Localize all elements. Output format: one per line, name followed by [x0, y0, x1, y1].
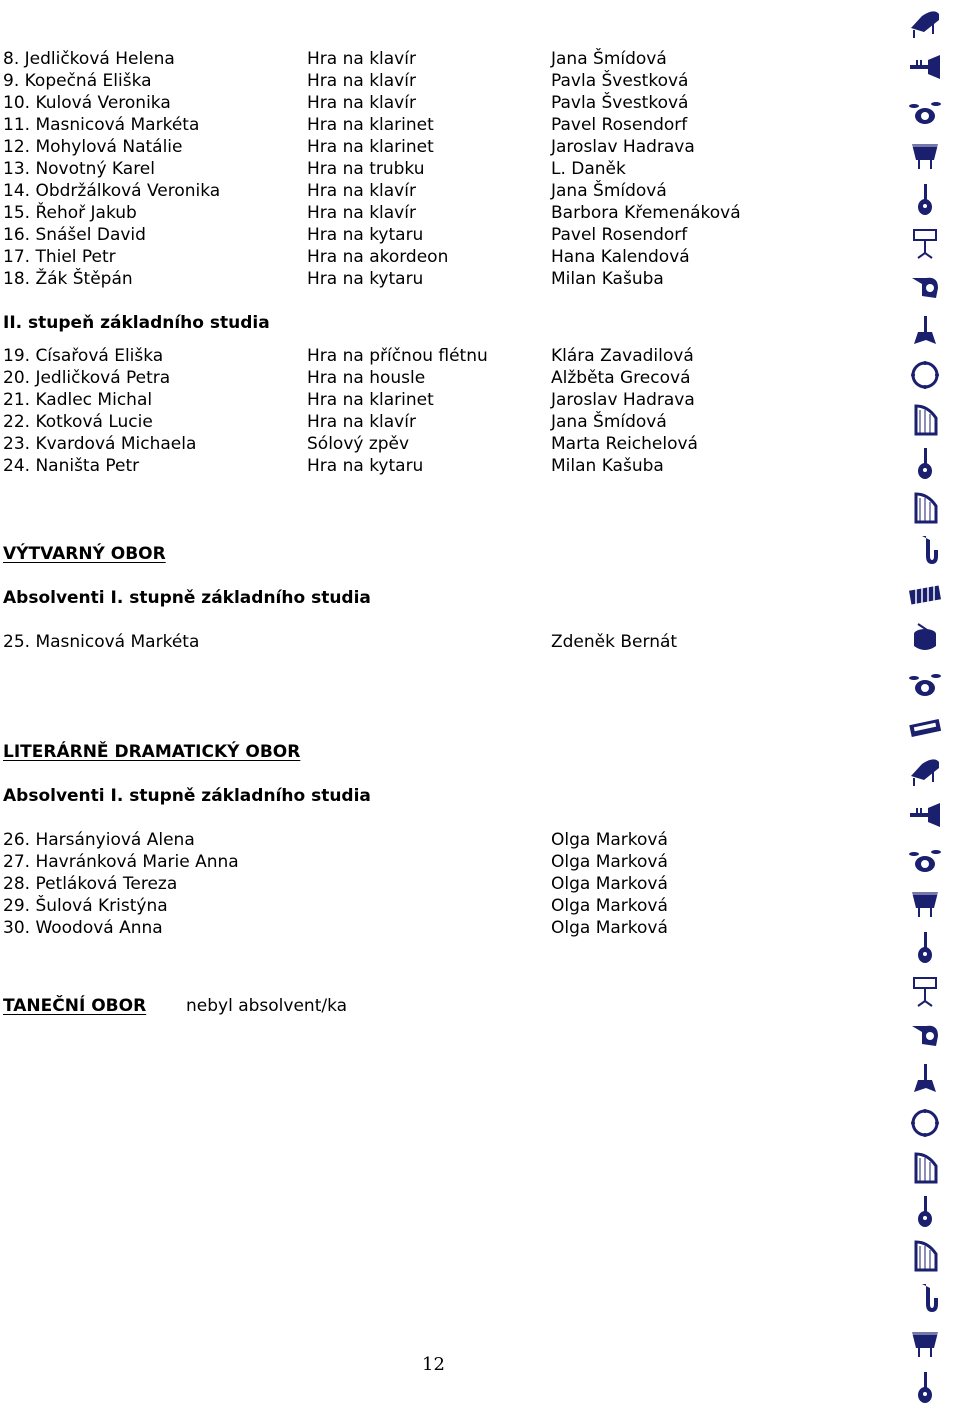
- drum-icon: [908, 622, 942, 656]
- trumpet-icon: [908, 798, 942, 832]
- student-name: 8. Jedličková Helena: [3, 49, 175, 69]
- student-instrument: Hra na kytaru: [307, 456, 424, 476]
- second-stage-heading: II. stupeň základního studia: [3, 313, 270, 333]
- student-name: 17. Thiel Petr: [3, 247, 116, 267]
- student-name: 27. Havránková Marie Anna: [3, 852, 239, 872]
- piano-icon: [908, 6, 942, 40]
- student-teacher: Alžběta Grecová: [551, 368, 691, 388]
- student-name: 10. Kulová Veronika: [3, 93, 171, 113]
- timpani-icon: [908, 1326, 942, 1360]
- guitar-icon: [908, 930, 942, 964]
- student-name: 29. Šulová Kristýna: [3, 896, 168, 916]
- student-teacher: Jaroslav Hadrava: [551, 390, 695, 410]
- drum-kit-icon: [908, 94, 942, 128]
- student-teacher: Pavla Švestková: [551, 71, 689, 91]
- timpani-icon: [908, 886, 942, 920]
- student-name: 9. Kopečná Eliška: [3, 71, 152, 91]
- student-instrument: Hra na klarinet: [307, 390, 434, 410]
- music-stand-icon: [908, 974, 942, 1008]
- tambourine-icon: [908, 1106, 942, 1140]
- student-instrument: Hra na housle: [307, 368, 426, 388]
- student-name: 26. Harsányiová Alena: [3, 830, 195, 850]
- student-teacher: Hana Kalendová: [551, 247, 690, 267]
- student-instrument: Hra na klavír: [307, 93, 416, 113]
- dance-note: nebyl absolvent/ka: [186, 996, 348, 1016]
- guitar-icon: [908, 182, 942, 216]
- student-name: 12. Mohylová Natálie: [3, 137, 183, 157]
- guitar-icon: [908, 446, 942, 480]
- student-name: 23. Kvardová Michaela: [3, 434, 197, 454]
- drum-kit-icon: [908, 842, 942, 876]
- student-teacher: Pavel Rosendorf: [551, 225, 688, 245]
- student-name: 14. Obdržálková Veronika: [3, 181, 221, 201]
- student-instrument: Hra na příčnou flétnu: [307, 346, 488, 366]
- student-teacher: L. Daněk: [551, 159, 626, 179]
- piano-icon: [908, 754, 942, 788]
- drama-section-heading: LITERÁRNĚ DRAMATICKÝ OBOR: [3, 742, 301, 762]
- student-name: 28. Petláková Tereza: [3, 874, 178, 894]
- student-name: 15. Řehoř Jakub: [3, 203, 137, 223]
- tambourine-icon: [908, 358, 942, 392]
- student-instrument: Hra na klavír: [307, 203, 416, 223]
- timpani-icon: [908, 138, 942, 172]
- student-teacher: Olga Marková: [551, 918, 668, 938]
- art-section-heading: VÝTVARNÝ OBOR: [3, 544, 166, 564]
- student-instrument: Hra na klarinet: [307, 115, 434, 135]
- student-teacher: Olga Marková: [551, 896, 668, 916]
- student-teacher: Milan Kašuba: [551, 269, 664, 289]
- drama-subheading: Absolventi I. stupně základního studia: [3, 786, 371, 806]
- harp-icon: [908, 490, 942, 524]
- student-instrument: Hra na klarinet: [307, 137, 434, 157]
- student-name: 22. Kotková Lucie: [3, 412, 153, 432]
- student-teacher: Olga Marková: [551, 830, 668, 850]
- student-name: 19. Císařová Eliška: [3, 346, 164, 366]
- student-name: 18. Žák Štěpán: [3, 269, 133, 289]
- electric-guitar-icon: [908, 314, 942, 348]
- guitar-icon: [908, 1370, 942, 1404]
- student-teacher: Pavla Švestková: [551, 93, 689, 113]
- student-instrument: Hra na klavír: [307, 71, 416, 91]
- guitar-icon: [908, 1194, 942, 1228]
- student-instrument: Sólový zpěv: [307, 434, 410, 454]
- instrument-decoration-strip: [908, 0, 960, 1420]
- dance-section-heading: TANEČNÍ OBOR: [3, 996, 147, 1016]
- drum-kit-icon: [908, 666, 942, 700]
- student-name: 21. Kadlec Michal: [3, 390, 153, 410]
- xylophone-icon: [908, 578, 942, 612]
- harp-icon: [908, 1238, 942, 1272]
- student-teacher: Milan Kašuba: [551, 456, 664, 476]
- student-name: 20. Jedličková Petra: [3, 368, 171, 388]
- student-name: 24. Naništa Petr: [3, 456, 140, 476]
- student-instrument: Hra na trubku: [307, 159, 425, 179]
- saxophone-icon: [908, 1282, 942, 1316]
- student-instrument: Hra na kytaru: [307, 269, 424, 289]
- student-teacher: Zdeněk Bernát: [551, 632, 678, 652]
- student-instrument: Hra na akordeon: [307, 247, 449, 267]
- student-teacher: Pavel Rosendorf: [551, 115, 688, 135]
- student-teacher: Marta Reichelová: [551, 434, 698, 454]
- student-teacher: Jaroslav Hadrava: [551, 137, 695, 157]
- student-name: 11. Masnicová Markéta: [3, 115, 200, 135]
- student-name: 16. Snášel David: [3, 225, 146, 245]
- student-teacher: Klára Zavadilová: [551, 346, 694, 366]
- student-teacher: Olga Marková: [551, 852, 668, 872]
- student-teacher: Barbora Křemenáková: [551, 203, 741, 223]
- student-name: 30. Woodová Anna: [3, 918, 163, 938]
- student-name: 25. Masnicová Markéta: [3, 632, 200, 652]
- art-subheading: Absolventi I. stupně základního studia: [3, 588, 371, 608]
- music-stand-icon: [908, 226, 942, 260]
- electric-guitar-icon: [908, 1062, 942, 1096]
- tuba-icon: [908, 270, 942, 304]
- student-instrument: Hra na klavír: [307, 181, 416, 201]
- student-teacher: Olga Marková: [551, 874, 668, 894]
- student-instrument: Hra na klavír: [307, 49, 416, 69]
- harp-icon: [908, 1150, 942, 1184]
- student-name: 13. Novotný Karel: [3, 159, 155, 179]
- tuba-icon: [908, 1018, 942, 1052]
- student-teacher: Jana Šmídová: [551, 49, 667, 69]
- keyboard-icon: [908, 710, 942, 744]
- student-instrument: Hra na kytaru: [307, 225, 424, 245]
- student-teacher: Jana Šmídová: [551, 181, 667, 201]
- student-teacher: Jana Šmídová: [551, 412, 667, 432]
- page-number: 12: [422, 1354, 445, 1375]
- harp-icon: [908, 402, 942, 436]
- trumpet-icon: [908, 50, 942, 84]
- saxophone-icon: [908, 534, 942, 568]
- student-instrument: Hra na klavír: [307, 412, 416, 432]
